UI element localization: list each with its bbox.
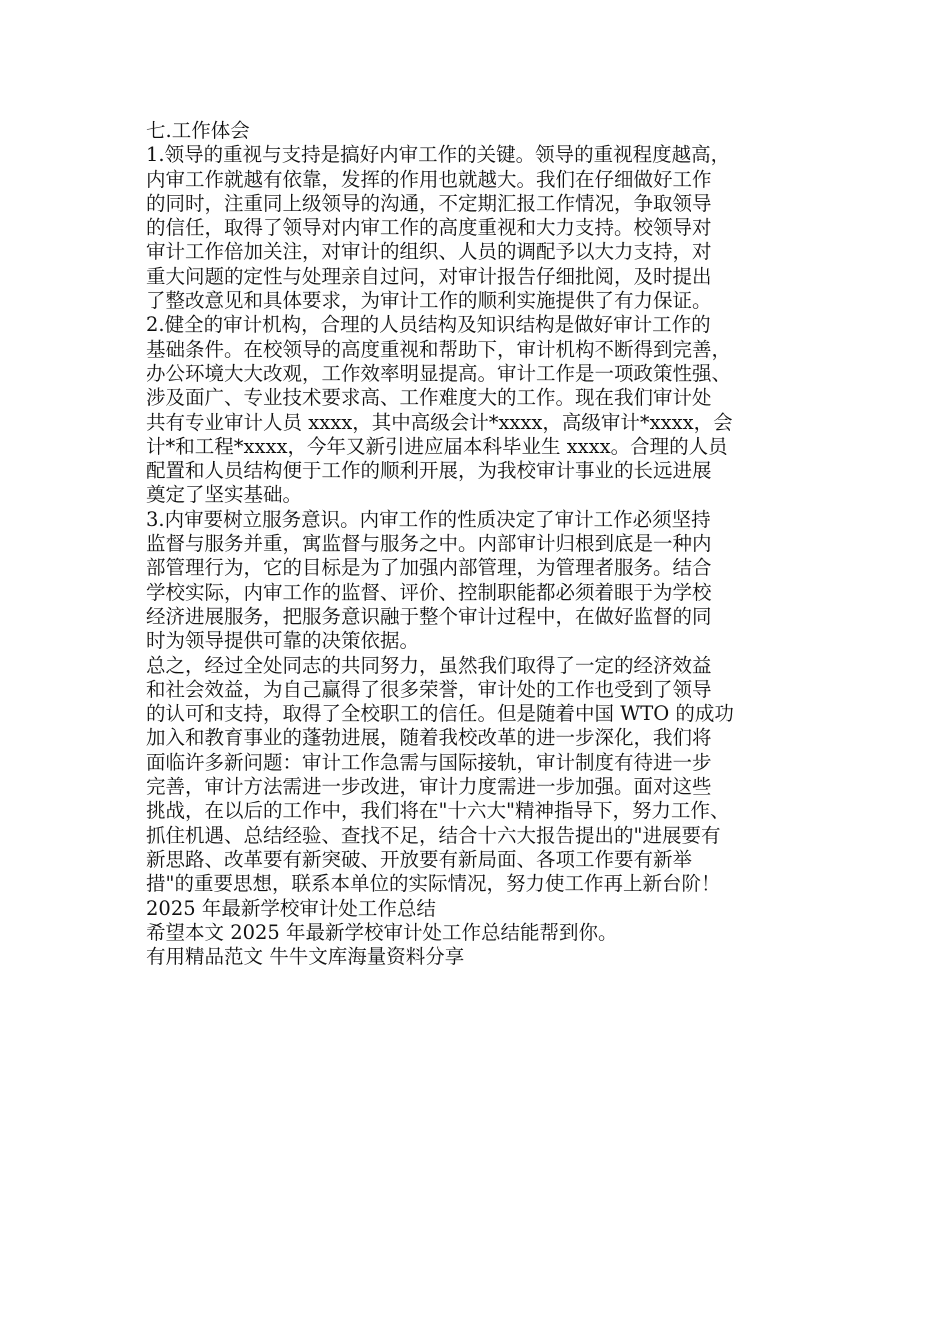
paragraph-audit-organization: 2.健全的审计机构，合理的人员结构及知识结构是做好审计工作的 基础条件。在校领导的高度重视和帮助下，审计机构不断得到完善， 办公环境大大改观，工作效率明显提高。审计工作是一项政策性强、 涉及面广、专业技术要求高、工作难度大的工作。现在我们审计处 共有专业审计人员 xxxx，其中高级会计*xxxx，高级审计*xxxx，会 计*和工程*xxxx，今年又新引进应届本科毕业生 xxxx。合理的人员 配置和人员结构便于工作的顺利开展，为我校审计事业的长远进展 奠定了坚实基础。 [146, 313, 733, 507]
document-title-line: 2025 年最新学校审计处工作总结 [146, 896, 436, 920]
closing-line: 希望本文 2025 年最新学校审计处工作总结能帮到你。 [146, 920, 618, 944]
footer-line: 有用精品范文 牛牛文库海量资料分享 [146, 945, 465, 969]
paragraph-leadership: 1.领导的重视与支持是搞好内审工作的关键。领导的重视程度越高， 内审工作就越有依靠，发挥的作用也就越大。我们在仔细做好工作 的同时，注重同上级领导的沟通，不定期汇报工作情况，争取领导 的信任，取得了领导对内审工作的高度重视和大力支持。校领导对 审计工作倍加关注，对审计的组织、人员的调配予以大力支持，对 重大问题的定性与处理亲自过问，对审计报告仔细批阅，及时提出 了整改意见和具体要求，为审计工作的顺利实施提供了有力保证。 [146, 143, 731, 313]
paragraph-conclusion: 总之，经过全处同志的共同努力，虽然我们取得了一定的经济效益 和社会效益，为自己赢得了很多荣誉，审计处的工作也受到了领导 的认可和支持，取得了全校职工的信任。但是随着中国 WTO 的成功 加入和教育事业的蓬勃进展，随着我校改革的进一步深化，我们将 面临许多新问题：审计工作急需与国际接轨，审计制度有待进一步 完善，审计方法需进一步改进，审计力度需进一步加强。面对这些 挑战，在以后的工作中，我们将在"十六大"精神指导下，努力工作、 抓住机遇、总结经验、查找不足，结合十六大报告提出的"进展要有 新思路、改革要有新突破、开放要有新局面、各项工作要有新举 措"的重要思想，联系本单位的实际情况，努力使工作再上新台阶！ [146, 653, 734, 896]
section-heading: 七.工作体会 [146, 119, 250, 142]
paragraph-service-awareness: 3.内审要树立服务意识。内审工作的性质决定了审计工作必须坚持 监督与服务并重，寓监督与服务之中。内部审计归根到底是一种内 部管理行为，它的目标是为了加强内部管理，为管理者服务。结合 学校实际，内审工作的监督、评价、控制职能都必须着眼于为学校 经济进展服务，把服务意识融于整个审计过程中，在做好监督的同 时为领导提供可靠的决策依据。 [146, 507, 712, 653]
document-body [146, 119, 806, 969]
